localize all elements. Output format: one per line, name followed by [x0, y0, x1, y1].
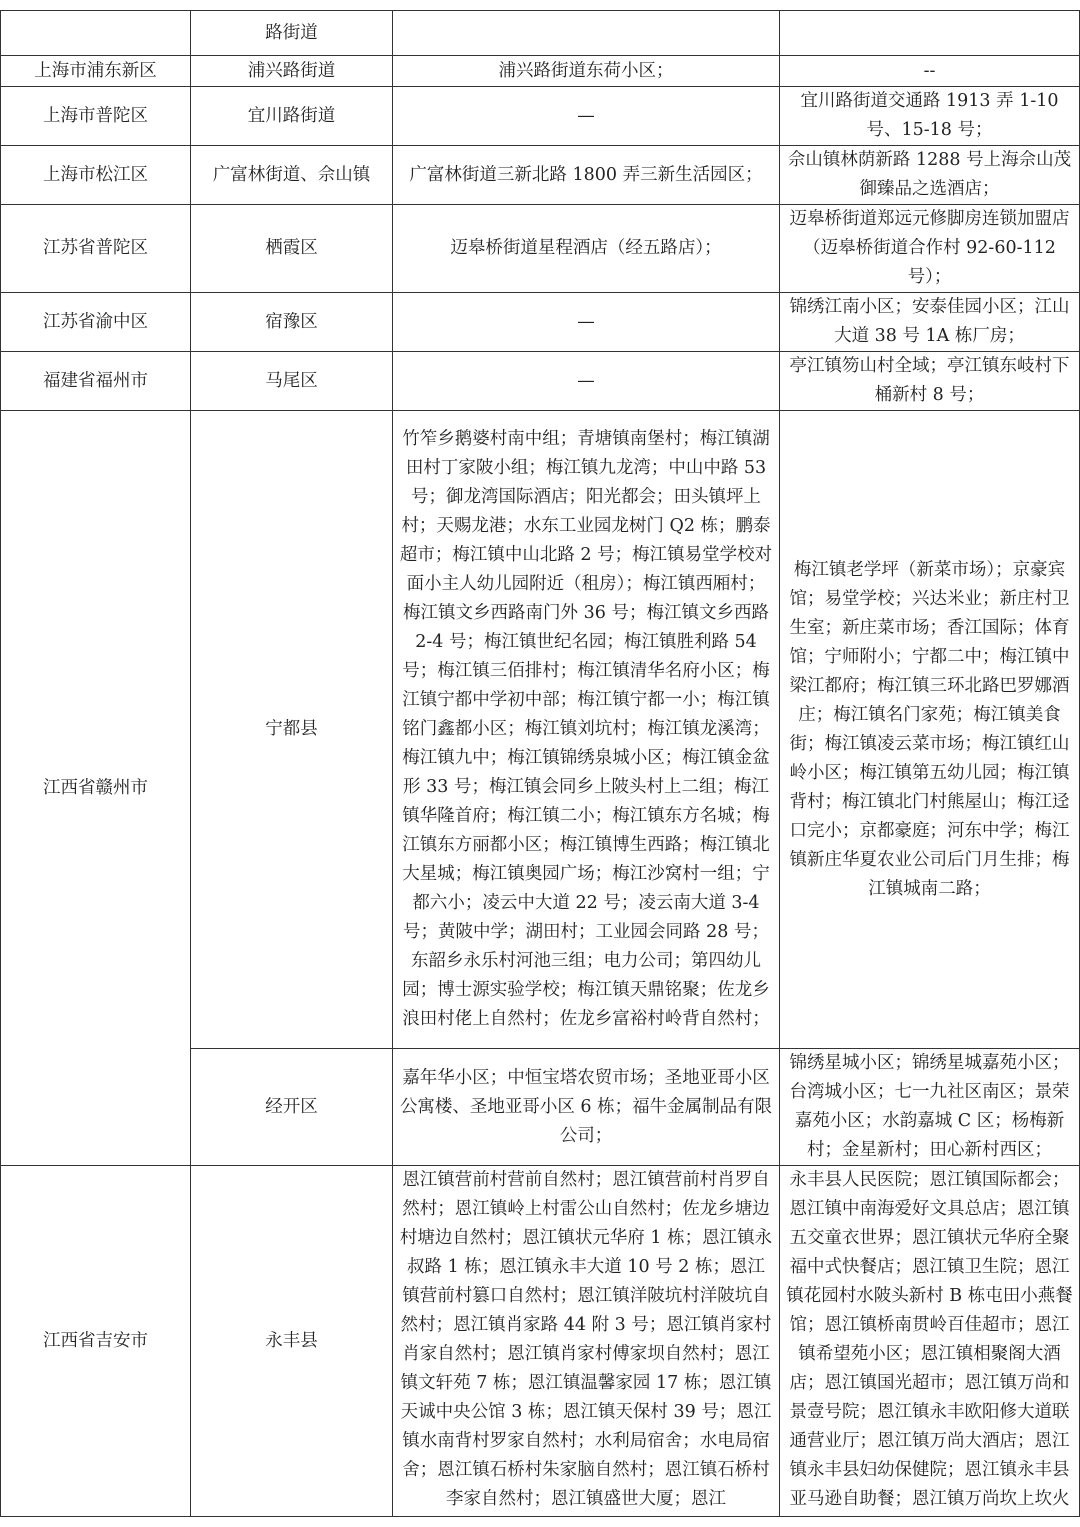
low-risk-cell: 迈皋桥街道郑远元修脚房连锁加盟店（迈皋桥街道合作村 92-60-112 号）； — [780, 205, 1080, 293]
mid-risk-cell: — — [393, 352, 780, 411]
mid-risk-cell: — — [393, 293, 780, 352]
district-cell: 宁都县 — [191, 411, 393, 1049]
district-cell: 浦兴路街道 — [191, 56, 393, 87]
table-row — [1, 411, 1080, 1049]
low-risk-cell — [780, 11, 1080, 56]
table-row — [1, 293, 1080, 352]
low-risk-cell: 锦绣星城小区；锦绣星城嘉苑小区；台湾城小区；七一九社区南区；景荣嘉苑小区；水韵嘉城 C 区；杨梅新村；金星新村；田心新村西区； — [780, 1049, 1080, 1166]
mid-risk-cell: 浦兴路街道东荷小区； — [393, 56, 780, 87]
table-row — [1, 1166, 1080, 1517]
district-cell: 路街道 — [191, 11, 393, 56]
low-risk-text: 永丰县人民医院；恩江镇国际都会；恩江镇中南海爱好文具总店；恩江镇五交童衣世界；恩江镇状元华府全聚福中式快餐店；恩江镇卫生院；恩江镇花园村水陂头新村 B 栋屯田小燕餐馆；恩江镇桥南贯岭百佳超市；恩江镇希望苑小区；恩江镇相聚阁大酒店；恩江镇国光超市；恩江镇万尚和景壹号院；恩江镇永丰欧阳修大道联通营业厅；恩江镇万尚大酒店；恩江镇永丰县妇幼保健院；恩江镇永丰县亚马逊自助餐；恩江镇万尚坎上坎火 — [786, 1170, 1073, 1509]
table-row — [1, 352, 1080, 411]
mid-risk-cell: 迈皋桥街道星程酒店（经五路店）； — [393, 205, 780, 293]
mid-risk-text: 恩江镇营前村营前自然村；恩江镇营前村肖罗自然村；恩江镇岭上村雷公山自然村；佐龙乡塘边村塘边自然村；恩江镇状元华府 1 栋；恩江镇永叔路 1 栋；恩江镇永丰大道 10 号 2 栋；恩江镇营前村篡口自然村；恩江镇洋陂坑村洋陂坑自然村；恩江镇肖家路 44 附 3 号；恩江镇肖家村肖家自然村；恩江镇肖家村傅家坝自然村；恩江镇文轩苑 7 栋；恩江镇温馨家园 17 栋；恩江镇天诚中央公馆 3 栋；恩江镇天保村 39 号；恩江镇水南背村罗家自然村；水利局宿舍；水电局宿舍；恩江镇石桥村朱家脑自然村；恩江镇石桥村李家自然村；恩江镇盛世大厦；恩江 — [399, 1170, 773, 1509]
mid-risk-cell: 嘉年华小区；中恒宝塔农贸市场；圣地亚哥小区公寓楼、圣地亚哥小区 6 栋；福牛金属制品有限公司； — [393, 1049, 780, 1166]
district-cell: 宿豫区 — [191, 293, 393, 352]
table-row — [1, 146, 1080, 205]
region-cell: 福建省福州市 — [1, 352, 191, 411]
mid-risk-cell — [393, 1166, 780, 1517]
mid-risk-cell: 广富林街道三新北路 1800 弄三新生活园区； — [393, 146, 780, 205]
region-cell: 江苏省渝中区 — [1, 293, 191, 352]
region-cell: 上海市普陀区 — [1, 87, 191, 146]
district-cell: 广富林街道、佘山镇 — [191, 146, 393, 205]
region-cell: 上海市松江区 — [1, 146, 191, 205]
table-row — [1, 87, 1080, 146]
district-cell: 马尾区 — [191, 352, 393, 411]
low-risk-cell: -- — [780, 56, 1080, 87]
table-row — [1, 205, 1080, 293]
table-row — [1, 56, 1080, 87]
district-cell: 永丰县 — [191, 1166, 393, 1517]
low-risk-cell: 亭江镇笏山村全域；亭江镇东岐村下桶新村 8 号； — [780, 352, 1080, 411]
region-cell: 上海市浦东新区 — [1, 56, 191, 87]
region-cell: 江苏省普陀区 — [1, 205, 191, 293]
region-cell: 江西省吉安市 — [1, 1166, 191, 1517]
region-cell: 江西省赣州市 — [1, 411, 191, 1166]
mid-risk-cell: 竹笮乡鹅婆村南中组；青塘镇南堡村；梅江镇湖田村丁家陂小组；梅江镇九龙湾；中山中路 53 号；御龙湾国际酒店；阳光都会；田头镇坪上村；天赐龙港；水东工业园龙树门 Q2 栋；鹏泰超市；梅江镇中山北路 2 号；梅江镇易堂学校对面小主人幼儿园附近（租房）；梅江镇西厢村；梅江镇文乡西路南门外 36 号；梅江镇文乡西路 2-4 号；梅江镇世纪名园；梅江镇胜利路 54 号；梅江镇三佰排村；梅江镇清华名府小区；梅江镇宁都中学初中部；梅江镇宁都一小；梅江镇铭门鑫都小区；梅江镇刘坑村；梅江镇龙溪湾；梅江镇九中；梅江镇锦绣泉城小区；梅江镇金盆形 33 号；梅江镇会同乡上陂头村上二组；梅江镇华隆首府；梅江镇二小；梅江镇东方名城；梅江镇东方丽都小区；梅江镇博生西路；梅江镇北大星城；梅江镇奥园广场；梅江沙窝村一组；宁都六小；凌云中大道 22 号；凌云南大道 3-4 号；黄陂中学；湖田村；工业园会同路 28 号；东韶乡永乐村河池三组；电力公司；第四幼儿园；博士源实验学校；梅江镇天鼎铭聚；佐龙乡浪田村佬上自然村；佐龙乡富裕村岭背自然村； — [393, 411, 780, 1049]
district-cell: 宜川路街道 — [191, 87, 393, 146]
low-risk-cell: 佘山镇林荫新路 1288 号上海佘山茂御臻品之选酒店； — [780, 146, 1080, 205]
region-cell — [1, 11, 191, 56]
mid-risk-cell: — — [393, 87, 780, 146]
low-risk-cell — [780, 1166, 1080, 1517]
low-risk-cell: 宜川路街道交通路 1913 弄 1-10 号、15-18 号； — [780, 87, 1080, 146]
mid-risk-cell — [393, 11, 780, 56]
low-risk-cell: 锦绣江南小区；安泰佳园小区；江山大道 38 号 1A 栋厂房； — [780, 293, 1080, 352]
risk-area-table — [0, 10, 1080, 1517]
low-risk-cell: 梅江镇老学坪（新菜市场）；京豪宾馆；易堂学校；兴达米业；新庄村卫生室；新庄菜市场；香江国际；体育馆；宁师附小；宁都二中；梅江镇中梁江都府；梅江镇三环北路巴罗娜酒庄；梅江镇名门家苑；梅江镇美食街；梅江镇凌云菜市场；梅江镇红山岭小区；梅江镇第五幼儿园；梅江镇背村；梅江镇北门村熊屋山；梅江迳口完小；京都豪庭；河东中学；梅江镇新庄华夏农业公司后门月生排；梅江镇城南二路； — [780, 411, 1080, 1049]
table-row — [1, 11, 1080, 56]
district-cell: 栖霞区 — [191, 205, 393, 293]
district-cell: 经开区 — [191, 1049, 393, 1166]
